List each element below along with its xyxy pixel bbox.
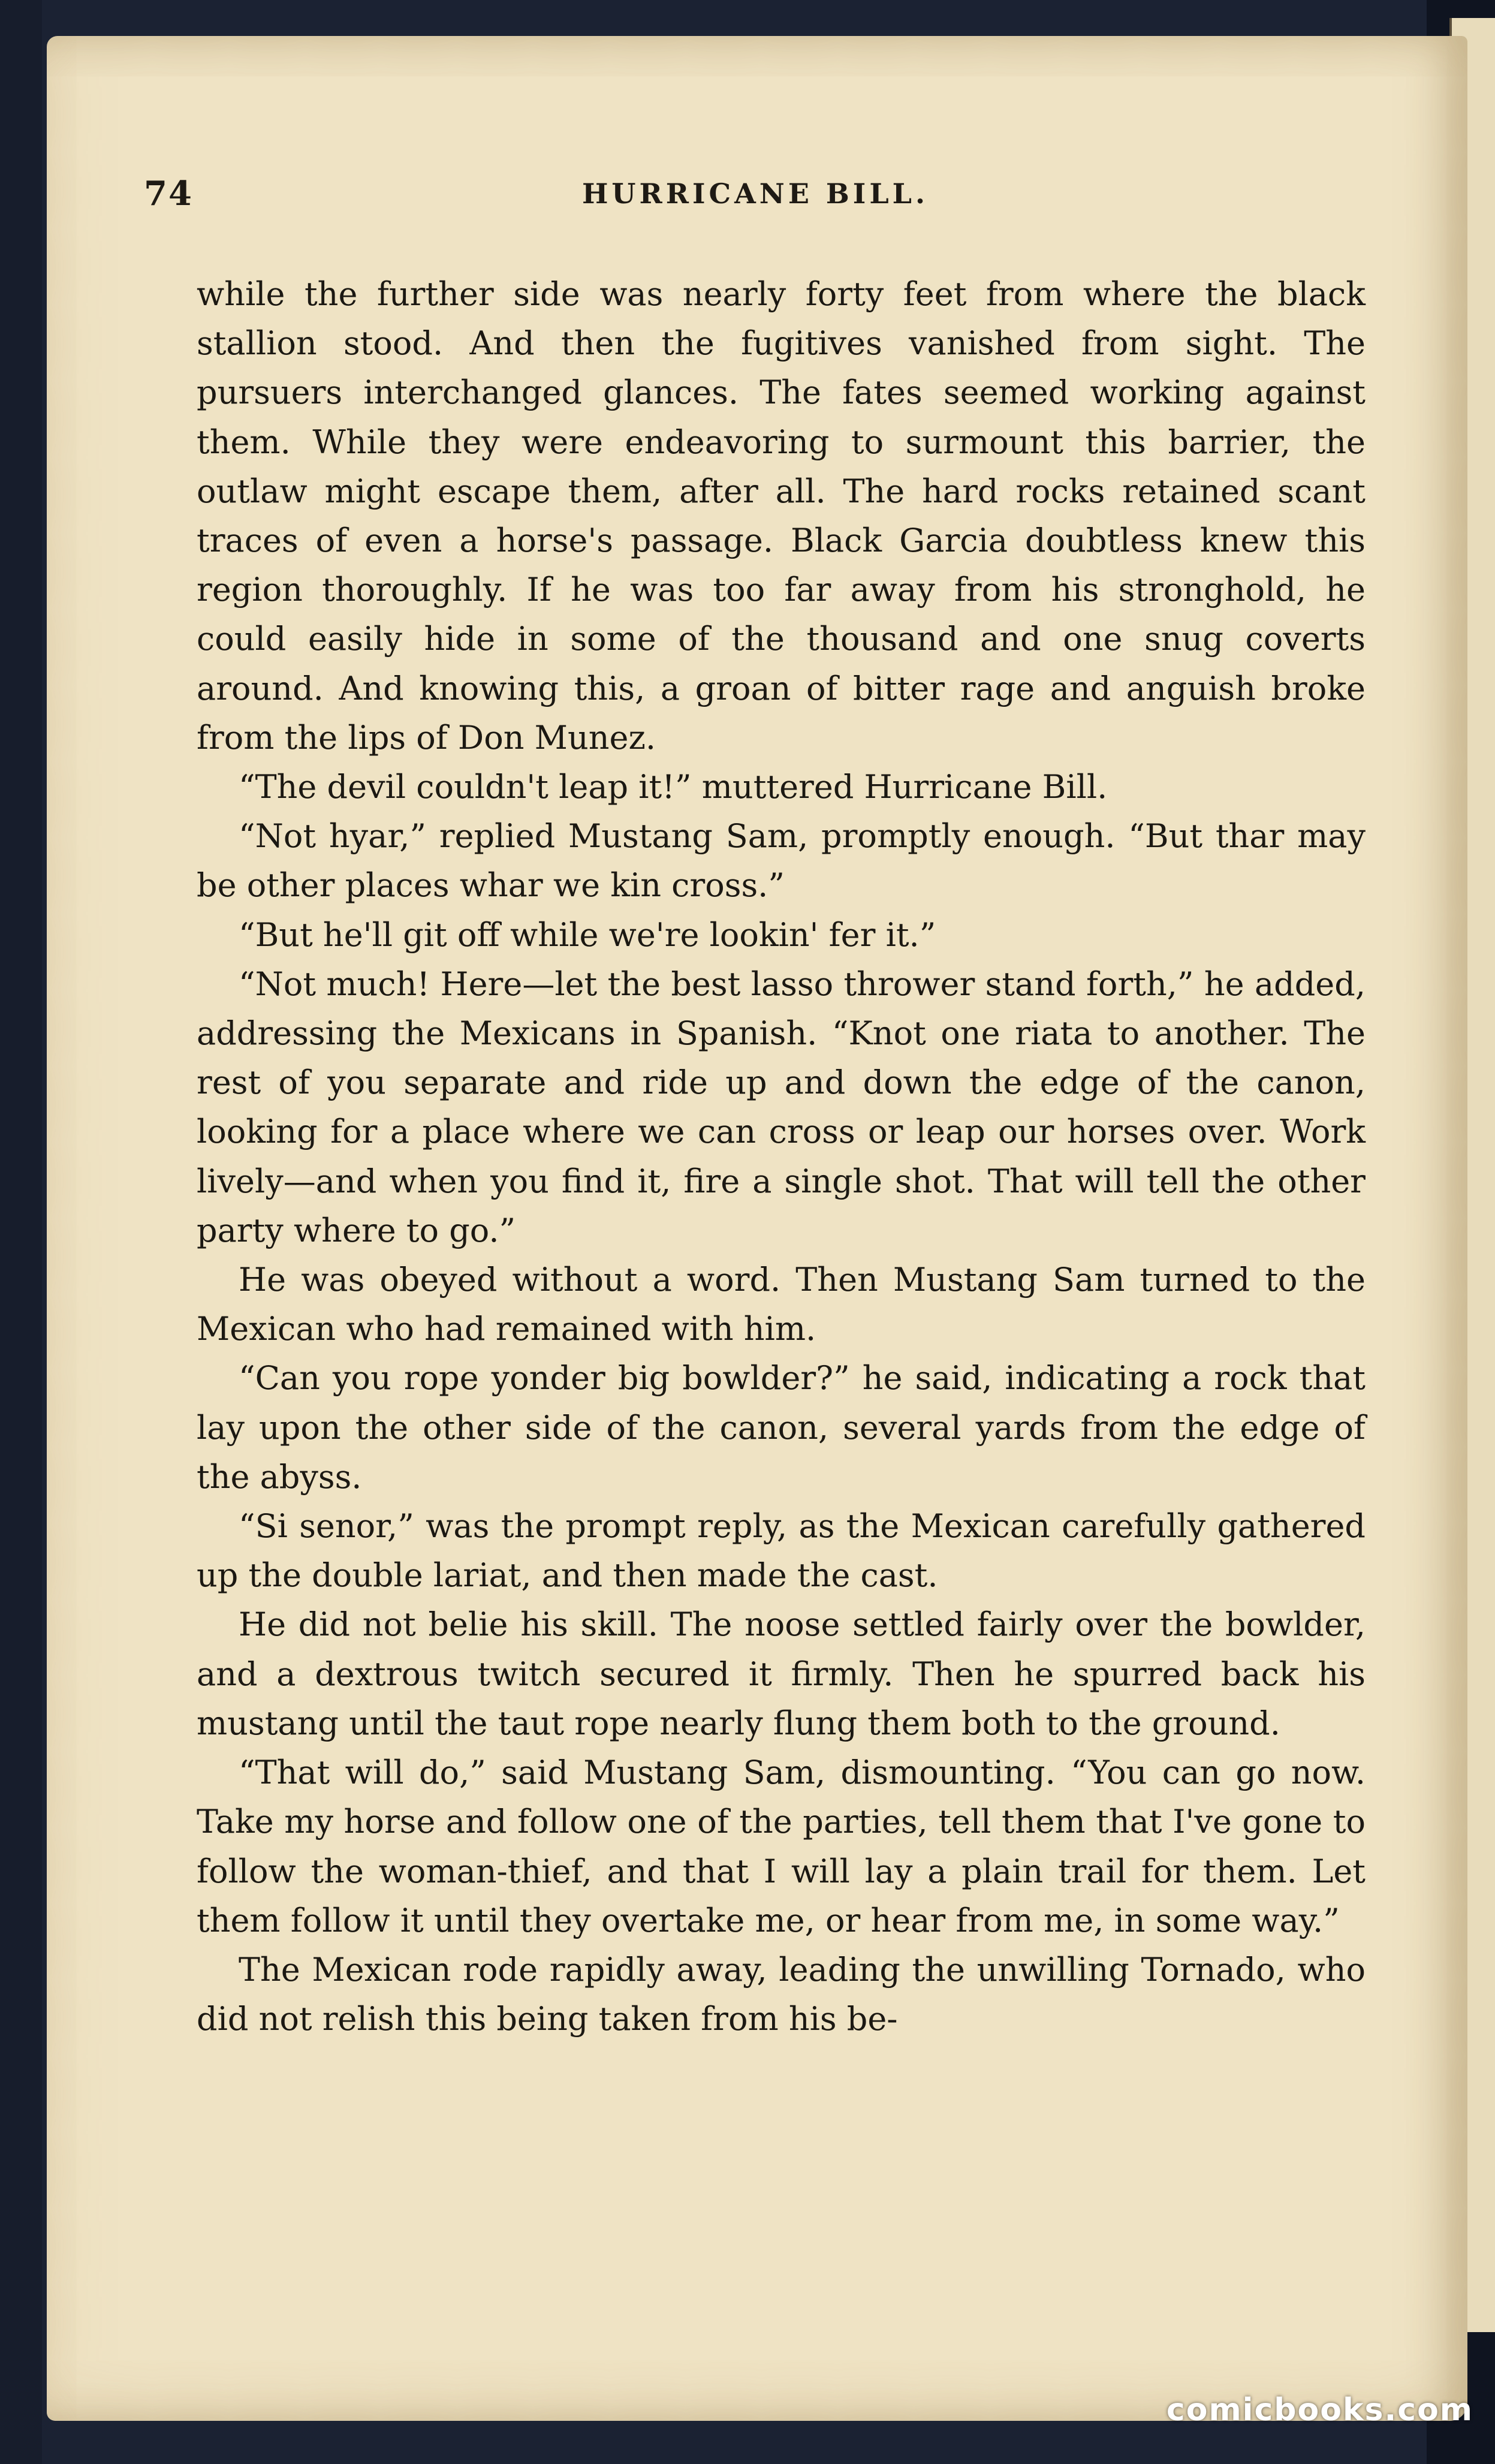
paragraph: while the further side was nearly forty feet from where the black stallion stood. And then the fugitives vanished from sight. The pursuers interchanged glances. The fates seemed working against them. While they were endeavoring to surmount this barrier, the outlaw might escape them, after all. The hard rocks retained scant traces of even a horse's passage. Black Garcia doubtless knew this region thoroughly. If he was too far away from his stronghold, he could easily hide in some of the thousand and one snug coverts around. And knowing this, a groan of bitter rage and anguish broke from the lips of Don Munez. [197, 275, 1366, 757]
paragraph: “The devil couldn't leap it!” muttered Hurricane Bill. [239, 768, 1108, 806]
running-title: HURRICANE BILL. [581, 177, 929, 210]
paragraph: “That will do,” said Mustang Sam, dismounting. “You can go now. Take my horse and follow one of the parties, tell them that I've gone to follow the woman-thief, and that I will lay a plain trail for them. Let them follow it until they overtake me, or hear from me, in some way.” [197, 1754, 1366, 1939]
page-number: 74 [144, 174, 193, 213]
paragraph: He was obeyed without a word. Then Mustang Sam turned to the Mexican who had remained with him. [197, 1261, 1366, 1348]
paragraph: He did not belie his skill. The noose settled fairly over the bowlder, and a dextrous twitch secured it firmly. Then he spurred back his mustang until the taut rope nearly flung them both to the ground. [197, 1605, 1366, 1742]
paragraph: “Not hyar,” replied Mustang Sam, promptly enough. “But thar may be other places whar we kin cross.” [197, 817, 1366, 905]
page-body [197, 270, 1366, 2044]
paragraph: “Not much! Here—let the best lasso thrower stand forth,” he added, addressing the Mexicans in Spanish. “Knot one riata to another. The rest of you separate and ride up and down the edge of the canon, looking for a place where we can cross or leap our horses over. Work lively—and when you find it, fire a single shot. That will tell the other party where to go.” [197, 965, 1366, 1249]
paragraph: The Mexican rode rapidly away, leading the unwilling Tornado, who did not relish this being taken from his be- [197, 1950, 1366, 2038]
paragraph: “Can you rope yonder big bowlder?” he said, indicating a rock that lay upon the other side of the canon, several yards from the edge of the abyss. [197, 1359, 1366, 1496]
watermark: comicbooks.com [1166, 2392, 1473, 2428]
page-header [144, 174, 1367, 228]
book-spine [0, 0, 42, 2464]
paragraph: “But he'll git off while we're lookin' fer it.” [239, 915, 936, 954]
paragraph: “Si senor,” was the prompt reply, as the Mexican carefully gathered up the double lariat, and then made the cast. [197, 1507, 1366, 1595]
